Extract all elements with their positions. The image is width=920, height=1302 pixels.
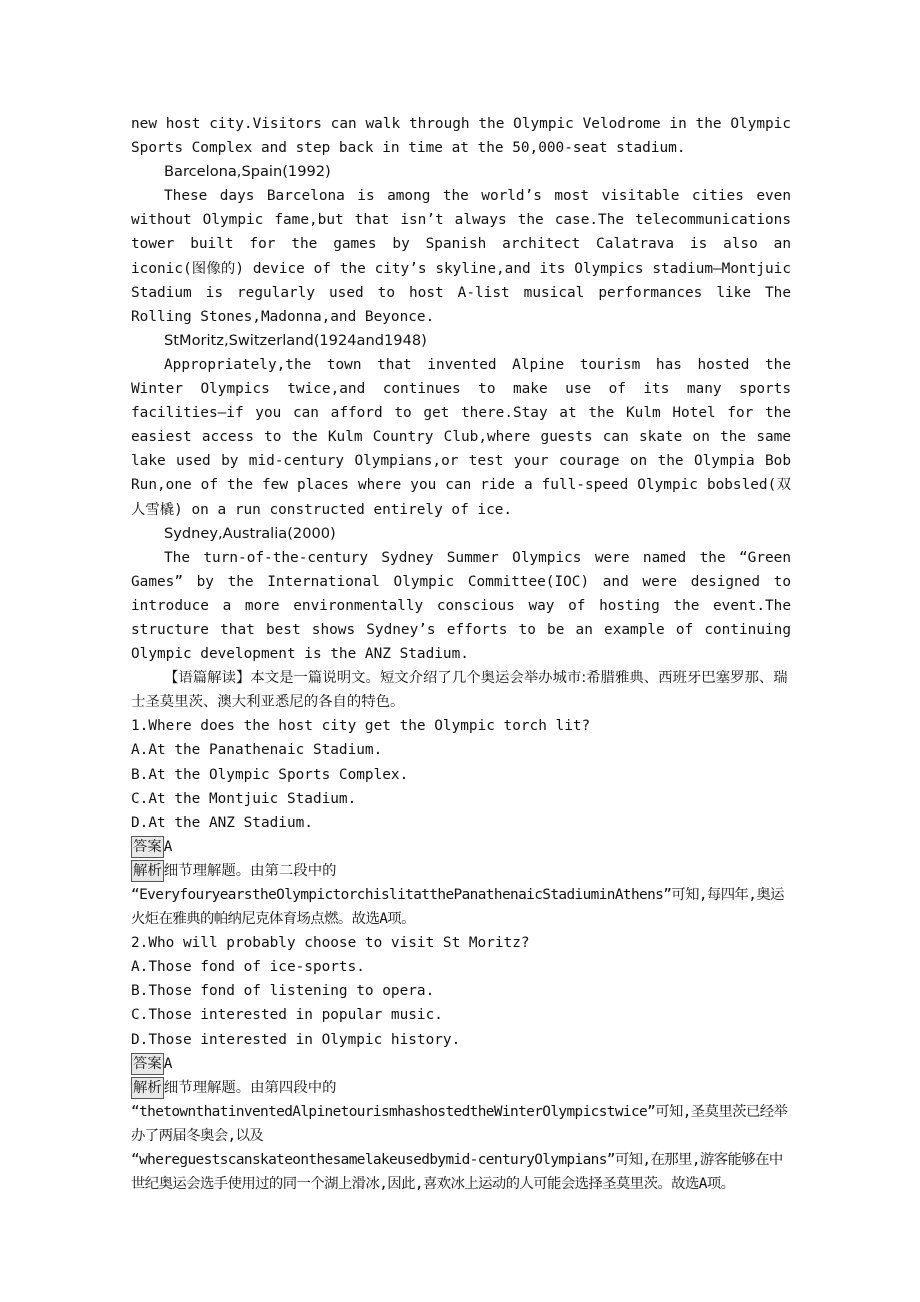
question-1-option-d: D.At the ANZ Stadium. (131, 814, 313, 831)
question-1-analysis-intro: 细节理解题。由第二段中的 (163, 862, 337, 879)
question-2-analysis-intro: 细节理解题。由第四段中的 (163, 1079, 337, 1096)
question-1-option-a: A.At the Panathenaic Stadium. (131, 742, 383, 759)
heading-barcelona: Barcelona,Spain(1992) (164, 163, 331, 181)
question-1-analysis-body: “EveryfouryearstheOlympictorchislitatthePanathenaicStadiuminAthens”可知,每四年,奥运火炬在雅典的帕纳尼克体育场点燃。故选A项。 (131, 887, 784, 928)
paragraph-sydney: The turn-of-the-century Sydney Summer Olympics were named the “Green Games” by the International Olympic Committee(IOC) and were designed to introduce a more environmentally conscious way of hosting the event.The structure that best shows Sydney’s efforts to be an example of continuing Olympic development is the ANZ Stadium. (131, 549, 791, 663)
question-2-answer: A (163, 1055, 173, 1072)
question-2-analysis-body-2: “whereguestscanskateonthesamelakeusedbymid-centuryOlympians”可知,在那里,游客能够在中世纪奥运会选手使用过的同一个湖上滑冰,因此,喜欢冰上运动的人可能会选择圣莫里茨。故选A项。 (131, 1152, 783, 1193)
analysis-tag: 解析 (131, 860, 164, 882)
question-1-analysis-line (131, 859, 791, 883)
answer-tag: 答案 (131, 836, 164, 858)
question-2-answer-line (131, 1052, 791, 1076)
question-1-answer-line (131, 835, 791, 859)
paragraph-continuation: new host city.Visitors can walk through the Olympic Velodrome in the Olympic Sports Complex and step back in time at the 50,000-seat stadium. (131, 116, 791, 157)
question-2-option-c: C.Those interested in popular music. (131, 1007, 443, 1024)
answer-tag: 答案 (131, 1053, 164, 1075)
question-2-analysis-body-1: “thetownthatinventedAlpinetourismhashostedtheWinterOlympicstwice”可知,圣莫里茨已经举办了两届冬奥会,以及 (131, 1103, 788, 1144)
question-2-stem: 2.Who will probably choose to visit St Moritz? (131, 935, 530, 952)
question-1-option-b: B.At the Olympic Sports Complex. (131, 766, 409, 783)
paragraph-stmoritz: Appropriately,the town that invented Alpine tourism has hosted the Winter Olympics twice,and continues to make use of its many sports facilities—if you can afford to get there.Stay at the Kulm Hotel for the easiest access to the Kulm Country Club,where guests can skate on the same lake used by mid-century Olympians,or test your courage on the Olympia Bob Run,one of the few places where you can ride a full-speed Olympic bobsled(双人雪橇) on a run constructed entirely of ice. (131, 356, 791, 518)
analysis-tag: 解析 (131, 1077, 164, 1099)
question-2-option-b: B.Those fond of listening to opera. (131, 983, 435, 1000)
paragraph-barcelona: These days Barcelona is among the world’s most visitable cities even without Olympic fame,but that isn’t always the case.The telecommunications tower built for the games by Spanish architect Calatrava is also an iconic(图像的) device of the city’s skyline,and its Olympics stadium—Montjuic Stadium is regularly used to host A-list musical performances like The Rolling Stones,Madonna,and Beyonce. (131, 188, 791, 325)
passage-interpretation: 【语篇解读】本文是一篇说明文。短文介绍了几个奥运会举办城市:希腊雅典、西班牙巴塞罗那、瑞士圣莫里茨、澳大利亚悉尼的各自的特色。 (131, 670, 788, 711)
document-page (131, 112, 791, 1196)
question-1-answer: A (163, 838, 173, 855)
question-2-analysis-line (131, 1076, 791, 1100)
heading-stmoritz: StMoritz,Switzerland(1924and1948) (164, 331, 427, 349)
question-1-option-c: C.At the Montjuic Stadium. (131, 790, 357, 807)
question-1-stem: 1.Where does the host city get the Olympic torch lit? (131, 718, 591, 735)
question-2-option-d: D.Those interested in Olympic history. (131, 1031, 461, 1048)
question-2-option-a: A.Those fond of ice-sports. (131, 959, 365, 976)
heading-sydney: Sydney,Australia(2000) (164, 524, 336, 542)
